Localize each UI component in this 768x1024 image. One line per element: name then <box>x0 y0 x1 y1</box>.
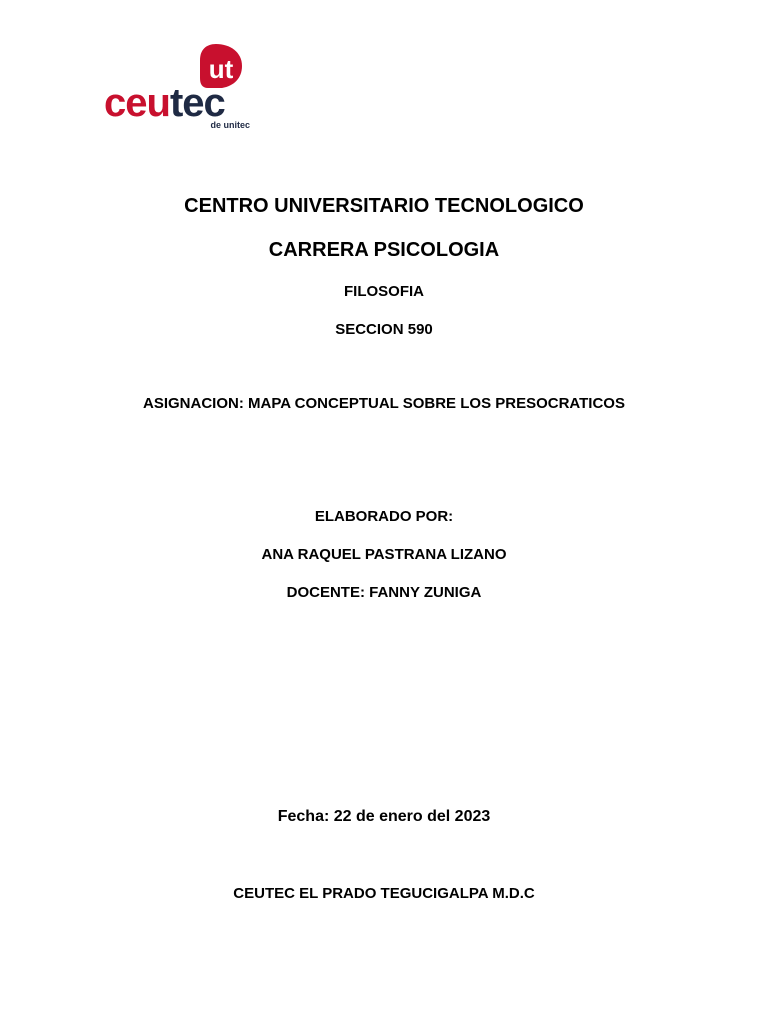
logo-wordmark: ceutec <box>104 81 225 125</box>
logo-tagline: de unitec <box>210 120 250 130</box>
assignment-line: ASIGNACION: MAPA CONCEPTUAL SOBRE LOS PRESOCRATICOS <box>143 395 625 412</box>
ceutec-logo-graphic <box>104 40 256 132</box>
logo-badge-text: ut <box>208 54 234 84</box>
prepared-by-label: ELABORADO POR: <box>314 508 454 525</box>
section-line: SECCION 590 <box>335 321 433 338</box>
campus-line: CEUTEC EL PRADO TEGUCIGALPA M.D.C <box>233 885 535 902</box>
date-line: Fecha: 22 de enero del 2023 <box>277 808 491 825</box>
teacher-line: DOCENTE: FANNY ZUNIGA <box>286 584 482 601</box>
author-name: ANA RAQUEL PASTRANA LIZANO <box>261 546 507 563</box>
career-title: CARRERA PSICOLOGIA <box>268 239 500 261</box>
subject-line: FILOSOFIA <box>344 283 424 300</box>
ceutec-logo <box>104 40 256 132</box>
institution-title: CENTRO UNIVERSITARIO TECNOLOGICO <box>184 195 584 217</box>
